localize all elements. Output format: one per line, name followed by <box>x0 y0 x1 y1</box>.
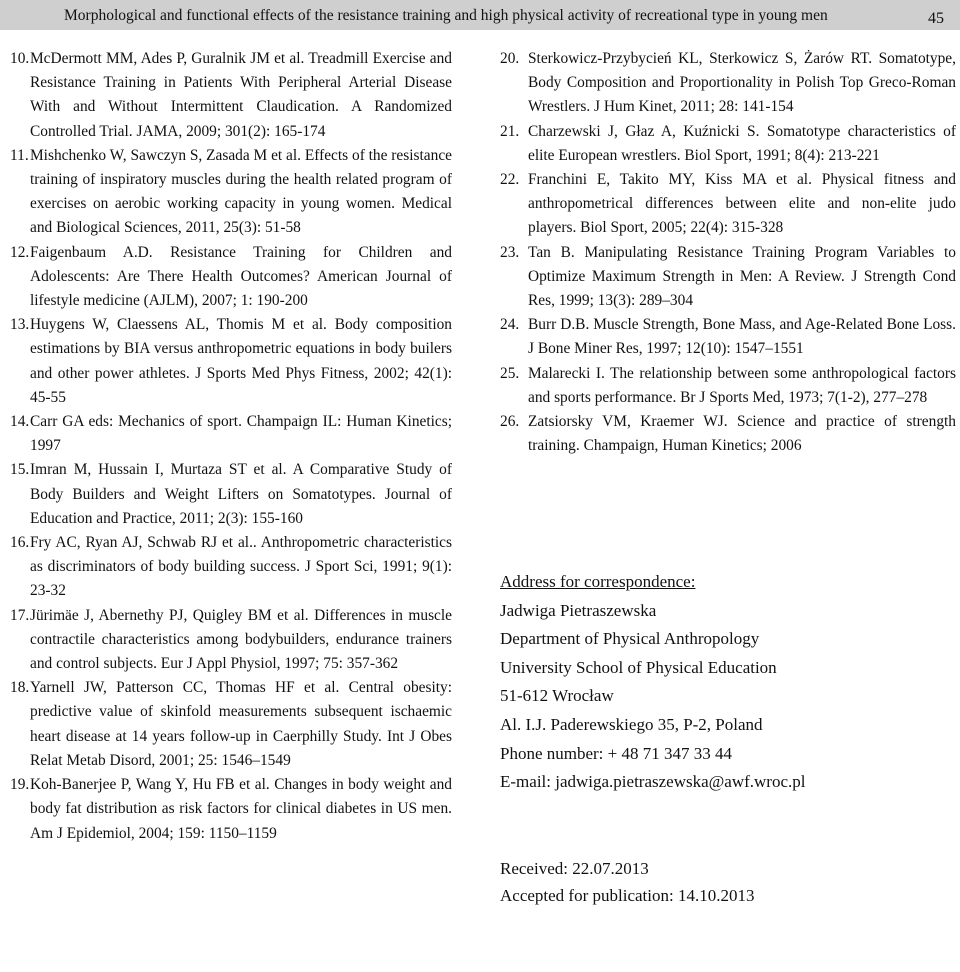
reference-number: 21. <box>500 122 520 140</box>
accepted-date: Accepted for publication: 14.10.2013 <box>500 885 755 905</box>
reference-number: 17. <box>10 606 30 624</box>
running-header <box>0 0 960 30</box>
reference-list-left <box>10 47 452 846</box>
reference-number: 18. <box>10 679 30 697</box>
reference-item <box>500 362 956 410</box>
address-heading: Address for correspondence: <box>500 572 696 591</box>
reference-item <box>500 47 956 120</box>
reference-item <box>10 676 452 773</box>
reference-text: Jürimäe J, Abernethy PJ, Quigley BM et al. Differences in muscle contractile characteristics among bodybuilders, endurance trainers and control subjects. Eur J Appl Physiol, 1997; 75: 357-362 <box>30 606 452 673</box>
reference-item <box>10 773 452 846</box>
reference-item <box>10 241 452 314</box>
reference-text: Imran M, Hussain I, Murtaza ST et al. A Comparative Study of Body Builders and Weight Lifters on Somatotypes. Journal of Education and Practice, 2011; 2(3): 155-160 <box>30 461 452 527</box>
reference-text: Tan B. Manipulating Resistance Training Program Variables to Optimize Maximum Strength in Men: A Review. J Strength Cond Res, 1999; 13(3): 289–304 <box>528 243 956 310</box>
author-name: Jadwiga Pietraszewska <box>500 600 657 620</box>
reference-text: Huygens W, Claessens AL, Thomis M et al. Body composition estimations by BIA versus anthropometric equations in body builers and other power athletes. J Sports Med Phys Fitness, 2002; 42(1): 45-55 <box>30 316 452 406</box>
city: 51-612 Wrocław <box>500 686 614 706</box>
reference-item <box>10 410 452 458</box>
reference-text: Yarnell JW, Patterson CC, Thomas HF et al. Central obesity: predictive value of skinfold measurements subsequent ischaemic heart disease at 14 years follow-up in Caerphilly Study. Int J Obes Relat Metab Disord, 2001; 25: 1546–1549 <box>30 679 452 769</box>
reference-number: 14. <box>10 413 30 431</box>
reference-text: Carr GA eds: Mechanics of sport. Champaign IL: Human Kinetics; 1997 <box>30 413 452 455</box>
page-number: 45 <box>928 10 944 27</box>
reference-item <box>500 241 956 314</box>
reference-number: 15. <box>10 461 30 479</box>
reference-number: 25. <box>500 364 520 382</box>
reference-text: Malarecki I. The relationship between some anthropological factors and sports performance. Br J Sports Med, 1973; 7(1-2), 277–278 <box>528 364 956 406</box>
reference-number: 24. <box>500 316 520 334</box>
reference-number: 23. <box>500 243 520 261</box>
reference-number: 16. <box>10 534 30 552</box>
reference-number: 12. <box>10 243 30 261</box>
received-date: Received: 22.07.2013 <box>500 859 649 878</box>
reference-item <box>10 47 452 144</box>
reference-text: Sterkowicz-Przybycień KL, Sterkowicz S, Żarów RT. Somatotype, Body Composition and Proportionality in Polish Top Greco-Roman Wrestlers. J Hum Kinet, 2011; 28: 141-154 <box>528 50 956 116</box>
reference-number: 10. <box>10 50 30 67</box>
email-address: E-mail: jadwiga.pietraszewska@awf.wroc.pl <box>500 772 806 792</box>
phone-number: Phone number: + 48 71 347 33 44 <box>500 743 732 763</box>
running-title: Morphological and functional effects of the resistance training and high physical activity of recreational type in young men <box>64 7 828 24</box>
reference-list-right <box>500 47 956 458</box>
reference-text: Koh-Banerjee P, Wang Y, Hu FB et al. Changes in body weight and body fat distribution as risk factors for clinical diabetes in US men. Am J Epidemiol, 2004; 159: 1150–1159 <box>30 776 452 842</box>
reference-text: Charzewski J, Głaz A, Kuźnicki S. Somatotype characteristics of elite European wrestlers. Biol Sport, 1991; 8(4): 213-221 <box>528 122 956 164</box>
reference-text: Franchini E, Takito MY, Kiss MA et al. Physical fitness and anthropometrical differences between elite and non-elite judo players. Biol Sport, 2005; 22(4): 315-328 <box>528 171 956 237</box>
references-right-column <box>500 47 956 458</box>
reference-item <box>500 410 956 458</box>
reference-number: 13. <box>10 316 30 334</box>
reference-number: 11. <box>10 146 29 164</box>
references-left-column <box>10 47 452 846</box>
department: Department of Physical Anthropology <box>500 629 760 649</box>
reference-item <box>10 144 452 241</box>
correspondence-address <box>500 568 940 797</box>
university: University School of Physical Education <box>500 657 777 677</box>
reference-item <box>10 531 452 604</box>
reference-item <box>10 458 452 531</box>
reference-text: Fry AC, Ryan AJ, Schwab RJ et al.. Anthropometric characteristics as discriminators of body building success. J Sport Sci, 1991; 9(1): 23-32 <box>30 534 452 600</box>
reference-number: 22. <box>500 171 520 189</box>
reference-number: 26. <box>500 413 520 431</box>
reference-item <box>10 313 452 410</box>
reference-text: Faigenbaum A.D. Resistance Training for Children and Adolescents: Are There Health Outcomes? American Journal of lifestyle medicine (AJLM), 2007; 1: 190-200 <box>30 243 452 310</box>
reference-number: 20. <box>500 50 520 67</box>
reference-number: 19. <box>10 776 30 794</box>
reference-text: Mishchenko W, Sawczyn S, Zasada M et al. Effects of the resistance training of inspiratory muscles during the health related program of exercises on aerobic working capacity in young women. Medical and Biological Sciences, 2011, 25(3): 51-58 <box>30 146 452 237</box>
publication-dates <box>500 856 940 909</box>
reference-item <box>500 168 956 241</box>
reference-text: McDermott MM, Ades P, Guralnik JM et al. Treadmill Exercise and Resistance Training in Patients With Peripheral Arterial Disease With and Without Intermittent Claudication. A Randomized Controlled Trial. JAMA, 2009; 301(2): 165-174 <box>30 50 452 140</box>
reference-item <box>10 604 452 677</box>
reference-text: Burr D.B. Muscle Strength, Bone Mass, and Age-Related Bone Loss. J Bone Miner Res, 1997; 12(10): 1547–1551 <box>528 316 956 358</box>
reference-item <box>500 313 956 361</box>
reference-text: Zatsiorsky VM, Kraemer WJ. Science and practice of strength training. Champaign, Human Kinetics; 2006 <box>528 413 956 455</box>
reference-item <box>500 120 956 168</box>
street-address: Al. I.J. Paderewskiego 35, P-2, Poland <box>500 714 763 734</box>
